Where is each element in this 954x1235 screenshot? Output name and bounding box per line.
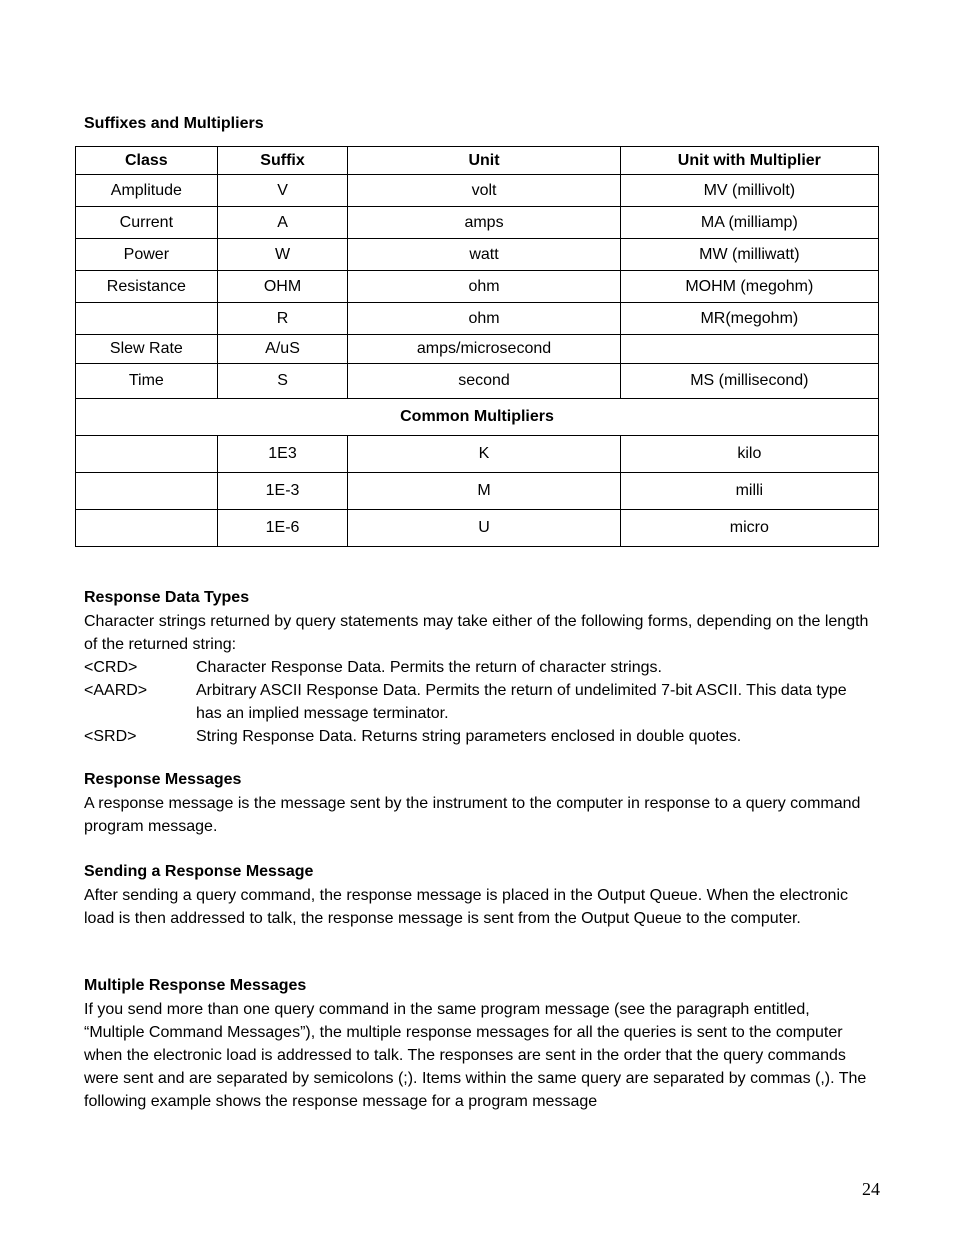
cell-unit-with-multiplier: MV (millivolt) [620,175,878,207]
cell-class: Time [76,364,218,399]
cell-suffix: A [217,207,348,239]
table-header-row [76,147,879,175]
cell-unit: amps [348,207,620,239]
suffixes-section-title: Suffixes and Multipliers [84,115,264,132]
table-row [76,207,879,239]
header-suffix: Suffix [217,147,348,175]
page-number: 24 [862,1179,880,1199]
data-type-term: <CRD> [84,659,138,676]
cell-class: Amplitude [76,175,218,207]
data-type-description: Arbitrary ASCII Response Data. Permits the return of undelimited 7-bit ASCII. This data type has an implied message terminator. [196,682,847,722]
cell-multiplier-value: 1E-3 [217,473,348,510]
cell-multiplier-mnemonic: K [348,436,620,473]
table-row [76,303,879,335]
suffixes-table [75,146,879,547]
cell-unit-with-multiplier: MW (milliwatt) [620,239,878,271]
cell-unit: ohm [348,303,620,335]
cell-class: Current [76,207,218,239]
common-multipliers-row [76,399,879,436]
cell-multiplier-mnemonic: M [348,473,620,510]
cell-unit: ohm [348,271,620,303]
multiplier-row [76,473,879,510]
cell-class [76,473,218,510]
table-row [76,271,879,303]
cell-suffix: R [217,303,348,335]
header-class: Class [76,147,218,175]
multiple-response-body: If you send more than one query command in the same program message (see the paragraph entitled, “Multiple Command Messages”), the multiple response messages for all the queries is sent to the computer when the electronic load is addressed to talk. The responses are sent in the order that the query commands were sent and are separated by semicolons (;). Items within the same query are separated by commas (,). The following example shows the response message for a program message [84,1001,867,1110]
cell-multiplier-name: milli [620,473,878,510]
response-data-types-intro: Character strings returned by query statements may take either of the following forms, depending on the length of the returned string: [84,613,869,653]
cell-suffix: V [217,175,348,207]
cell-suffix: W [217,239,348,271]
table-row [76,335,879,364]
header-unit: Unit [348,147,620,175]
cell-class [76,303,218,335]
data-type-term: <SRD> [84,728,137,745]
sending-response-body: After sending a query command, the response message is placed in the Output Queue. When the electronic load is then addressed to talk, the response message is sent from the Output Queue to the computer. [84,887,848,927]
cell-class [76,510,218,547]
cell-class: Slew Rate [76,335,218,364]
cell-unit-with-multiplier: MR(megohm) [620,303,878,335]
cell-multiplier-mnemonic: U [348,510,620,547]
common-multipliers-label: Common Multipliers [76,399,879,436]
cell-multiplier-name: kilo [620,436,878,473]
cell-unit-with-multiplier [620,335,878,364]
cell-class: Power [76,239,218,271]
cell-multiplier-name: micro [620,510,878,547]
response-messages-body: A response message is the message sent by the instrument to the computer in response to a query command program message. [84,795,861,835]
table-row [76,175,879,207]
cell-class [76,436,218,473]
cell-unit: watt [348,239,620,271]
data-type-term: <AARD> [84,682,148,699]
cell-multiplier-value: 1E3 [217,436,348,473]
multiple-response-title: Multiple Response Messages [84,977,307,994]
cell-suffix: OHM [217,271,348,303]
cell-unit-with-multiplier: MOHM (megohm) [620,271,878,303]
multiplier-row [76,436,879,473]
response-messages-title: Response Messages [84,771,242,788]
data-type-description: Character Response Data. Permits the return of character strings. [196,659,662,676]
table-row [76,364,879,399]
cell-class: Resistance [76,271,218,303]
sending-response-title: Sending a Response Message [84,863,314,880]
cell-unit: volt [348,175,620,207]
multiplier-row [76,510,879,547]
header-unit-with-multiplier: Unit with Multiplier [620,147,878,175]
cell-multiplier-value: 1E-6 [217,510,348,547]
cell-suffix: A/uS [217,335,348,364]
data-type-description: String Response Data. Returns string parameters enclosed in double quotes. [196,728,742,745]
cell-unit-with-multiplier: MS (millisecond) [620,364,878,399]
table-row [76,239,879,271]
cell-unit: amps/microsecond [348,335,620,364]
response-data-types-title: Response Data Types [84,589,250,606]
cell-unit: second [348,364,620,399]
cell-unit-with-multiplier: MA (milliamp) [620,207,878,239]
cell-suffix: S [217,364,348,399]
